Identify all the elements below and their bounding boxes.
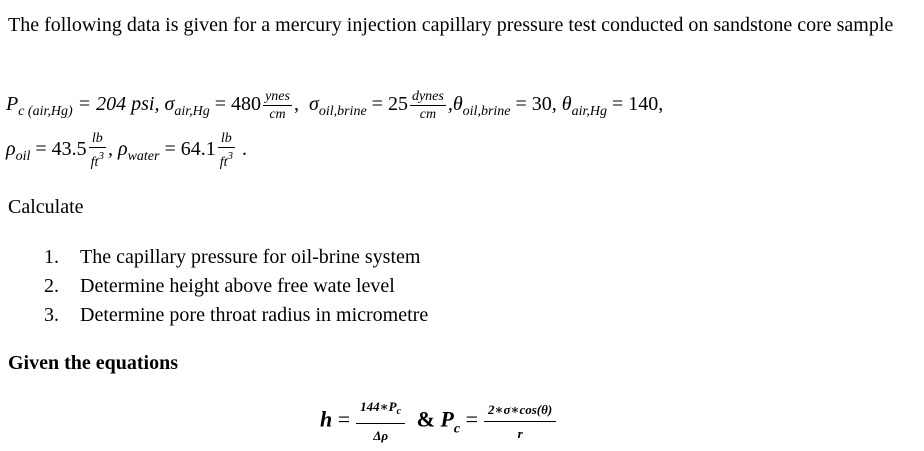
- rho-water-equals: = 64.1: [164, 138, 216, 161]
- pc-air-hg-symbol: P: [6, 93, 19, 116]
- rho-oil-subscript: oil: [15, 149, 31, 165]
- sigma-oil-brine-equals: = 25: [371, 93, 408, 116]
- capillary-pressure-equals: =: [465, 406, 478, 432]
- ampersand: &: [416, 406, 435, 432]
- capillary-pressure-symbol: P: [440, 406, 454, 432]
- sigma-oil-brine-unit-fraction: [410, 88, 446, 123]
- sigma-air-hg-unit-fraction: [263, 88, 292, 123]
- rho-water-subscript: water: [127, 149, 160, 165]
- theta-oil-brine-subscript: oil,brine: [462, 104, 511, 120]
- height-numerator-subscript: c: [396, 406, 402, 417]
- task-text: Determine pore throat radius in micrometre: [80, 304, 429, 326]
- task-index: 3.: [44, 304, 59, 326]
- theta-air-hg-subscript: air,Hg: [571, 104, 608, 120]
- rho-oil-equals: = 43.5: [35, 138, 87, 161]
- sigma-oil-brine-symbol: σ: [308, 93, 319, 116]
- height-equals: =: [337, 406, 351, 432]
- equations-block: [320, 398, 562, 445]
- end-period: .: [242, 138, 248, 161]
- rho-oil-unit-numerator: lb: [89, 130, 106, 148]
- rho-water-symbol: ρ: [117, 138, 128, 161]
- rho-oil-unit-den-base: ft: [90, 155, 99, 170]
- capillary-pressure-numerator: 2∗σ∗cos(θ): [484, 401, 556, 422]
- theta-air-hg-value: = 140,: [612, 93, 664, 116]
- rho-oil-unit-den-exponent: 3: [98, 150, 104, 162]
- task-item: [44, 243, 428, 272]
- height-denominator: Δρ: [373, 428, 389, 443]
- sigma-air-hg-unit-numerator: ynes: [265, 89, 290, 104]
- rho-water-unit-den-base: ft: [219, 155, 228, 170]
- rho-oil-symbol: ρ: [6, 138, 16, 161]
- capillary-pressure-denominator: r: [517, 425, 523, 441]
- height-numerator: [356, 398, 405, 424]
- task-item: [44, 301, 428, 330]
- pc-air-hg-subscript: c (air,Hg): [18, 104, 73, 120]
- theta-oil-brine-value: = 30,: [515, 93, 557, 116]
- rho-water-unit-fraction: [218, 130, 235, 171]
- task-index: 2.: [44, 275, 59, 297]
- problem-intro: The following data is given for a mercury injection capillary pressure test conducted on sandstone core sample: [8, 14, 894, 36]
- capillary-pressure-subscript: c: [453, 421, 461, 437]
- rho-water-unit-denominator: [218, 148, 235, 171]
- task-text: The capillary pressure for oil-brine system: [80, 246, 421, 268]
- height-symbol: h: [320, 406, 333, 432]
- rho-water-unit-numerator: lb: [218, 130, 235, 148]
- given-line-1: [6, 88, 663, 123]
- rho-oil-unit-fraction: [89, 130, 106, 171]
- task-text: Determine height above free wate level: [80, 275, 395, 297]
- sigma-oil-brine-unit-denominator: cm: [419, 107, 437, 122]
- capillary-pressure-fraction: [484, 401, 556, 443]
- pc-air-hg-value: = 204 psi,: [77, 93, 160, 116]
- sigma-air-hg-subscript: air,Hg: [174, 104, 210, 120]
- rho-oil-unit-denominator: [89, 148, 106, 171]
- sigma-air-hg-equals: = 480: [214, 93, 262, 116]
- equations-heading: Given the equations: [8, 352, 179, 374]
- height-numerator-text: 144∗P: [360, 399, 397, 414]
- theta-air-hg-symbol: θ: [561, 93, 572, 116]
- sigma-oil-brine-unit-numerator: dynes: [411, 89, 444, 104]
- task-list: [44, 243, 428, 330]
- rho-water-unit-den-exponent: 3: [227, 150, 234, 162]
- sigma-oil-brine-subscript: oil,brine: [318, 104, 367, 120]
- separator-comma-2: ,: [107, 138, 113, 161]
- separator-comma: ,: [293, 93, 299, 116]
- theta-oil-brine-symbol: ,θ: [447, 93, 463, 116]
- sigma-air-hg-symbol: σ: [164, 93, 175, 116]
- task-index: 1.: [44, 246, 59, 268]
- sigma-air-hg-unit-denominator: cm: [269, 107, 286, 122]
- task-item: [44, 272, 428, 301]
- height-fraction: [356, 398, 405, 445]
- given-line-2: [6, 130, 247, 171]
- calculate-heading: Calculate: [8, 196, 84, 218]
